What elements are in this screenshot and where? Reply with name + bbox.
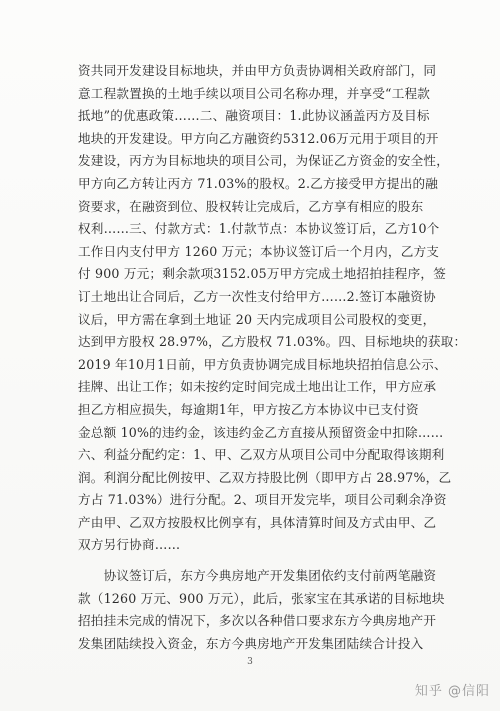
page-number: 3 [247, 657, 253, 667]
text-line: 产由甲、乙双方按股权比例享有，具体清算时间及方式由甲、乙 [78, 514, 437, 530]
text-line: 方占 71.03%）进行分配。2、项目开发完毕，项目公司剩余净资 [78, 492, 447, 508]
watermark: 知乎 @信阳 [414, 684, 490, 699]
text-line: 付 900 万元；剩余款项3152.05万甲方完成土地招拍挂程序，签 [78, 266, 446, 282]
text-line: 工作日内支付甲方 1260 万元；本协议签订后一个月内，乙方支 [78, 243, 440, 259]
text-line: 资共同开发建设目标地块，并由甲方负责协调相关政府部门，同 [78, 63, 437, 78]
text-line: 润。利润分配比例按甲、乙双方持股比例（即甲方占 28.97%，乙 [78, 469, 452, 485]
text-line: 发建设，丙方为目标地块的项目公司，为保证乙方资金的安全性， [78, 153, 450, 169]
text-line: 协议签订后，东方今典房地产开发集团依约支付前两笔融资 [78, 568, 437, 584]
text-line: 招拍挂未完成的情况下，多次以各种借口要求东方今典房地产开 [78, 613, 437, 629]
text-line: 抵地”的优惠政策……二、融资项目：1.此协议涵盖丙方及目标 [78, 108, 430, 124]
text-line: 意工程款置换的土地手续以项目公司名称办理，并享受“工程款 [78, 85, 431, 101]
text-line: 发集团陆续投入资金，东方今典房地产开发集团陆续合计投入 [78, 635, 424, 651]
text-line: 担乙方相应损失，每逾期1年，甲方按乙方本协议中已支付资 [78, 401, 419, 417]
text-line: 挂牌、出让工作；如未按约定时间完成土地出让工作，甲方应承 [78, 379, 437, 395]
text-line: 款（1260 万元、900 万元），此后，张家宝在其承诺的目标地块 [78, 590, 445, 606]
text-line: 资要求，在融资到位、股权转让完成后，乙方享有相应的股东 [78, 198, 424, 214]
text-line: 达到甲方股权 28.97%，乙方股权 71.03%。四、目标地块的获取： [78, 334, 467, 350]
text-line: 甲方向乙方转让丙方 71.03%的股权。2.乙方接受甲方提出的融 [78, 175, 439, 191]
paragraph-1 [78, 60, 467, 557]
text-line: 六、利益分配约定：1、甲、乙双方从项目公司中分配取得该期利 [78, 447, 445, 463]
text-line: 权利……三、付款方式：1.付款节点：本协议签订后，乙方10个 [78, 221, 440, 237]
text-line: 2019 年10月1日前，甲方负责协调完成目标地块招拍信息公示、 [78, 356, 447, 372]
text-line: 订土地出让合同后，乙方一次性支付给甲方……2.签订本融资协 [78, 288, 436, 304]
paragraph-2 [78, 565, 445, 655]
text-line: 金总额 10%的违约金，该违约金乙方直接从预留资金中扣除…… [78, 424, 444, 440]
paragraph-gap [78, 557, 422, 565]
text-line: 议后，甲方需在拿到土地证 20 天内完成项目公司股权的变更， [78, 311, 436, 327]
document-body [78, 60, 467, 655]
text-line: 双方另行协商…… [78, 537, 181, 553]
text-line: 地块的开发建设。甲方向乙方融资约5312.06万元用于项目的开 [78, 130, 439, 146]
